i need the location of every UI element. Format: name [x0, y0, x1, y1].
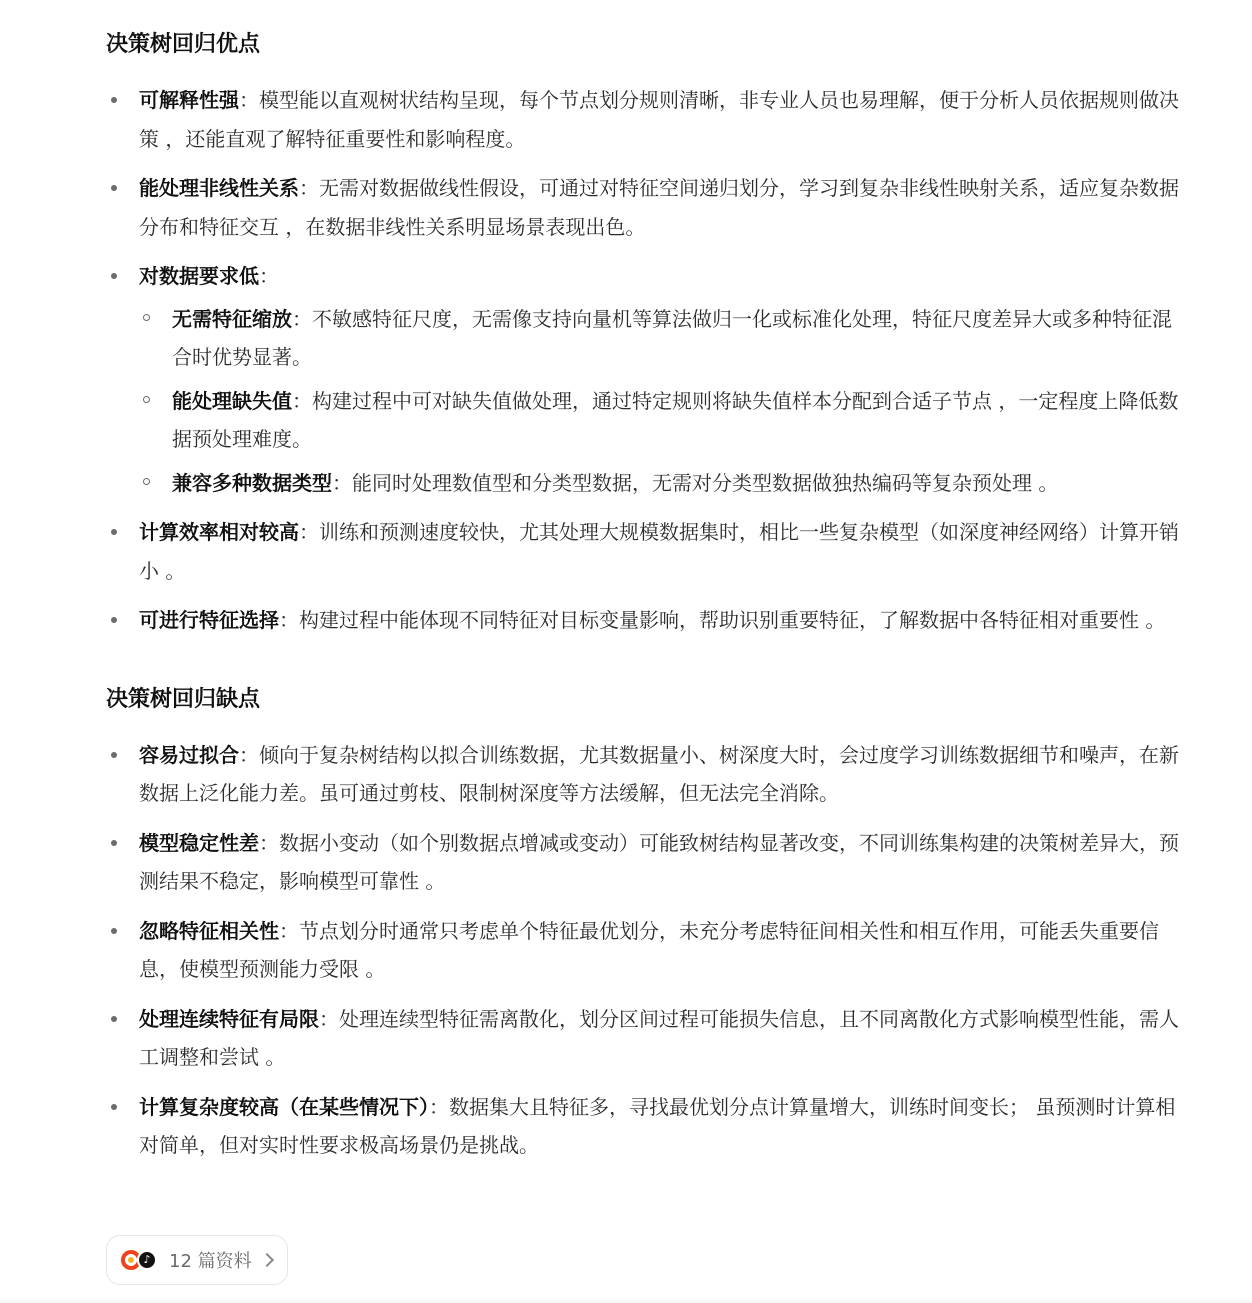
list-item [106, 1088, 1190, 1165]
item-term: 能处理非线性关系 [139, 176, 299, 200]
item-term: 容易过拟合 [139, 742, 239, 767]
tiktok-icon: ♪ [137, 1250, 157, 1270]
list-item [106, 1000, 1190, 1077]
sub-list-item [139, 464, 1190, 503]
list-item [106, 169, 1190, 246]
item-term: 可解释性强 [139, 88, 239, 112]
answer-content [106, 24, 1190, 1176]
item-desc: ：处理连续型特征需离散化，划分区间过程可能损失信息，且不同离散化方式影响模型性能，需人工调整和尝试 。 [139, 1006, 1179, 1069]
item-term: 兼容多种数据类型 [172, 470, 332, 495]
item-desc: ：构建过程中能体现不同特征对目标变量影响，帮助识别重要特征，了解数据中各特征相对重要性 。 [279, 608, 1166, 632]
sub-list-item [139, 382, 1190, 459]
pros-title: 决策树回归优点 [106, 32, 261, 57]
item-desc: ：数据集大且特征多，寻找最优划分点计算量增大，训练时间变长； 虽预测时计算相对简单，但对实时性要求极高场景仍是挑战。 [139, 1094, 1176, 1157]
item-term: 忽略特征相关性 [139, 918, 279, 943]
item-term: 对数据要求低 [139, 264, 259, 288]
item-desc: ：节点划分时通常只考虑单个特征最优划分，未充分考虑特征间相关性和相互作用，可能丢失重要信息，使模型预测能力受限 。 [139, 918, 1159, 981]
sub-list-item [139, 300, 1190, 377]
item-desc: ： [259, 264, 279, 288]
item-term: 计算效率相对较高 [139, 520, 299, 544]
item-term: 无需特征缩放 [172, 306, 292, 331]
list-item [106, 513, 1190, 590]
cons-title: 决策树回归缺点 [106, 686, 261, 712]
item-desc: ：数据小变动（如个别数据点增减或变动）可能致树结构显著改变，不同训练集构建的决策树差异大，预测结果不稳定，影响模型可靠性 。 [139, 830, 1179, 893]
list-item [106, 736, 1190, 813]
list-item [106, 81, 1190, 158]
section-gap [106, 651, 1190, 679]
item-term: 计算复杂度较高（在某些情况下） [139, 1094, 429, 1119]
chevron-right-icon [260, 1253, 274, 1267]
scroll-fade [0, 1297, 1252, 1303]
list-item [106, 257, 1190, 502]
item-term: 模型稳定性差 [139, 830, 259, 855]
item-desc: ：模型能以直观树状结构呈现，每个节点划分规则清晰，非专业人员也易理解，便于分析人员依据规则做决策 ，还能直观了解特征重要性和影响程度。 [139, 88, 1179, 151]
item-term: 可进行特征选择 [139, 608, 279, 632]
item-desc: ：不敏感特征尺度，无需像支持向量机等算法做归一化或标准化处理，特征尺度差异大或多种特征混合时优势显著。 [172, 306, 1172, 369]
item-desc: ：能同时处理数值型和分类型数据，无需对分类型数据做独热编码等复杂预处理 。 [332, 470, 1059, 495]
item-desc: ：倾向于复杂树结构以拟合训练数据，尤其数据量小、树深度大时，会过度学习训练数据细节和噪声，在新数据上泛化能力差。虽可通过剪枝、限制树深度等方法缓解，但无法完全消除。 [139, 742, 1179, 805]
pros-list [106, 81, 1190, 640]
references-button[interactable] [106, 1235, 288, 1285]
item-term: 能处理缺失值 [172, 388, 292, 413]
item-desc: ：构建过程中可对缺失值做处理，通过特定规则将缺失值样本分配到合适子节点 ，一定程度上降低数据预处理难度。 [172, 388, 1179, 451]
list-item [106, 601, 1190, 640]
cons-list [106, 736, 1190, 1165]
reference-source-icons [121, 1248, 165, 1272]
item-desc: ：无需对数据做线性假设，可通过对特征空间递归划分，学习到复杂非线性映射关系，适应复杂数据分布和特征交互 ，在数据非线性关系明显场景表现出色。 [139, 176, 1179, 239]
list-item [106, 824, 1190, 901]
sub-list [139, 300, 1190, 503]
references-label: 12 篇资料 [169, 1251, 252, 1272]
item-term: 处理连续特征有局限 [139, 1006, 319, 1031]
list-item [106, 912, 1190, 989]
item-desc: ：训练和预测速度较快，尤其处理大规模数据集时，相比一些复杂模型（如深度神经网络）计算开销小 。 [139, 520, 1179, 583]
